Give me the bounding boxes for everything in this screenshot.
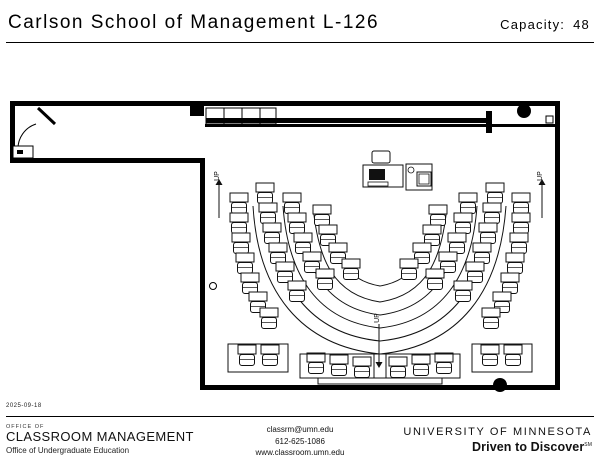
front-stage [318, 378, 442, 384]
university-name: UNIVERSITY OF MINNESOTA [403, 426, 592, 438]
tagline-mark: SM [584, 441, 592, 448]
capacity-block [500, 17, 590, 32]
aisle-label-left: UP [214, 171, 221, 181]
contact-phone: 612-625-1086 [275, 436, 325, 446]
umn-logo-block [403, 426, 592, 454]
footer-divider [6, 416, 594, 417]
floor-plan [0, 46, 600, 396]
floor-plan-drawing [0, 46, 600, 396]
capacity-label: Capacity: [500, 17, 566, 32]
header-divider [6, 42, 594, 43]
contact-email[interactable]: classrm@umn.edu [266, 425, 334, 434]
parent-unit-name: Office of Undergraduate Education [6, 446, 130, 456]
page-title: Carlson School of Management L-126 [8, 12, 380, 33]
contact-website[interactable]: www.classroom.umn.edu [255, 448, 345, 458]
instructor-station [363, 151, 432, 190]
page-footer [0, 420, 600, 464]
university-tagline [403, 440, 592, 454]
page-header [0, 0, 600, 46]
capacity-value: 48 [573, 17, 590, 32]
office-of-label: OFFICE OF [6, 424, 45, 430]
date-stamp: 2025-09-18 [6, 403, 42, 409]
aisle-label-right: UP [537, 171, 544, 181]
tagline-text: Driven to Discover [472, 440, 585, 454]
aisle-label-center: UP [374, 313, 381, 323]
department-name: CLASSROOM MANAGEMENT [6, 429, 194, 445]
